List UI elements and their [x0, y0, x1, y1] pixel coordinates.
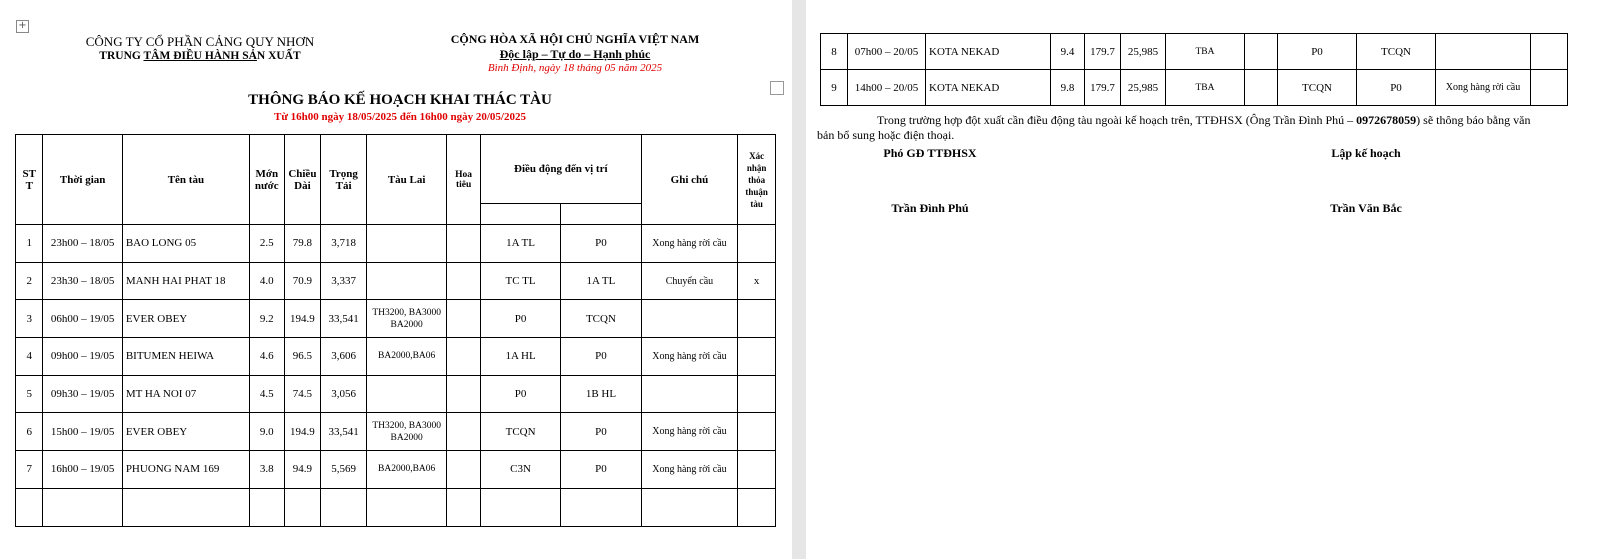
- footer-note-text-end: ) sẽ thông báo bằng văn bản bổ sung hoặc điện thoại.: [817, 113, 1531, 142]
- cell-length: 96.5: [284, 338, 321, 376]
- cell-move-from: TC TL: [480, 262, 560, 300]
- cell-time: 15h00 – 19/05: [43, 413, 122, 451]
- cell-draft: 9.0: [249, 413, 284, 451]
- table-row: [16, 338, 776, 376]
- cell-ship-name: EVER OBEY: [122, 300, 249, 338]
- cell-time: 23h00 – 18/05: [43, 225, 122, 263]
- cell-pilot: [447, 488, 481, 526]
- cell-move-to: P0: [561, 413, 641, 451]
- cell-tonnage: 3,056: [321, 375, 367, 413]
- cell-tug: TH3200, BA3000 BA2000: [366, 300, 446, 338]
- cell-move-from: TCQN: [1278, 70, 1357, 106]
- cell-pilot: [447, 262, 481, 300]
- cell-draft: 9.2: [249, 300, 284, 338]
- cell-move-to: P0: [561, 338, 641, 376]
- cell-length: 74.5: [284, 375, 321, 413]
- ship-schedule-table: [15, 134, 776, 527]
- cell-tug: [366, 375, 446, 413]
- cell-move-to: TCQN: [1357, 34, 1436, 70]
- cell-time: 09h30 – 19/05: [43, 375, 122, 413]
- table-row: [821, 34, 1568, 70]
- cell-move-from: [480, 488, 560, 526]
- footer-note: [817, 113, 1532, 143]
- signature-title-deputy: Phó GĐ TTĐHSX: [883, 146, 977, 160]
- cell-tug: BA2000,BA06: [366, 451, 446, 489]
- table-row: [16, 225, 776, 263]
- cell-tug: TBA: [1166, 34, 1245, 70]
- header-confirm: Xác nhận thỏa thuận tàu: [738, 135, 776, 225]
- cell-confirm: [738, 451, 776, 489]
- cell-move-to: P0: [561, 225, 641, 263]
- cell-move-from: 1A TL: [480, 225, 560, 263]
- cell-note: Xong hàng rời cầu: [641, 338, 738, 376]
- cell-move-to: TCQN: [561, 300, 641, 338]
- cell-confirm: [738, 375, 776, 413]
- cell-time: [43, 488, 122, 526]
- cell-draft: 9.8: [1051, 70, 1085, 106]
- cell-ship-name: BITUMEN HEIWA: [122, 338, 249, 376]
- cell-draft: 2.5: [249, 225, 284, 263]
- cell-tug: [366, 225, 446, 263]
- cell-ship-name: MANH HAI PHAT 18: [122, 262, 249, 300]
- cell-tonnage: [321, 488, 367, 526]
- ship-schedule-body: [16, 225, 776, 527]
- ship-schedule-continued-body: [821, 34, 1568, 106]
- cell-stt: 9: [821, 70, 848, 106]
- cell-draft: 4.0: [249, 262, 284, 300]
- cell-pilot: [1245, 70, 1278, 106]
- signature-title-planner: Lập kế hoạch: [1331, 146, 1401, 160]
- cell-ship-name: KOTA NEKAD: [926, 70, 1051, 106]
- cell-tonnage: 3,718: [321, 225, 367, 263]
- header-note: Ghi chú: [641, 135, 738, 225]
- table-row: [16, 300, 776, 338]
- cell-confirm: [1531, 70, 1568, 106]
- cell-length: [284, 488, 321, 526]
- header-move-target: [561, 204, 641, 225]
- cell-move-to: 1A TL: [561, 262, 641, 300]
- cell-ship-name: EVER OBEY: [122, 413, 249, 451]
- cell-move-to: P0: [561, 451, 641, 489]
- cell-time: 14h00 – 20/05: [848, 70, 926, 106]
- cell-length: 179.7: [1085, 34, 1121, 70]
- header-draft: Mớn nước: [249, 135, 284, 225]
- cell-tonnage: 33,541: [321, 413, 367, 451]
- cell-ship-name: BAO LONG 05: [122, 225, 249, 263]
- cell-ship-name: KOTA NEKAD: [926, 34, 1051, 70]
- cell-stt: 4: [16, 338, 43, 376]
- footer-note-phone: 0972678059: [1356, 113, 1417, 127]
- cell-note: Xong hàng rời cầu: [641, 413, 738, 451]
- company-header: [60, 34, 340, 62]
- document-period: Từ 16h00 ngày 18/05/2025 đến 16h00 ngày 20/05/2025: [273, 111, 526, 123]
- cell-ship-name: [122, 488, 249, 526]
- cell-ship-name: PHUONG NAM 169: [122, 451, 249, 489]
- table-row: [16, 488, 776, 526]
- checkbox-marker-icon[interactable]: [770, 81, 784, 95]
- cell-tonnage: 33,541: [321, 300, 367, 338]
- cell-pilot: [1245, 34, 1278, 70]
- cell-pilot: [447, 300, 481, 338]
- cell-stt: 5: [16, 375, 43, 413]
- cell-note: Chuyển cầu: [641, 262, 738, 300]
- nation-name: CỘNG HÒA XÃ HỘI CHỦ NGHĨA VIỆT NAM: [450, 32, 700, 46]
- cell-time: 07h00 – 20/05: [848, 34, 926, 70]
- cell-ship-name: MT HA NOI 07: [122, 375, 249, 413]
- cell-stt: [16, 488, 43, 526]
- header-length: Chiều Dài: [284, 135, 321, 225]
- cell-move-from: TCQN: [480, 413, 560, 451]
- cell-confirm: [1531, 34, 1568, 70]
- cell-move-from: 1A HL: [480, 338, 560, 376]
- cell-confirm: x: [738, 262, 776, 300]
- cell-tug: [366, 488, 446, 526]
- header-pilot: Hoa tiêu: [447, 135, 481, 225]
- cell-pilot: [447, 451, 481, 489]
- cell-tonnage: 3,337: [321, 262, 367, 300]
- cell-draft: 4.5: [249, 375, 284, 413]
- cell-length: 70.9: [284, 262, 321, 300]
- cell-confirm: [738, 413, 776, 451]
- department-text-end: N XUẤT: [256, 50, 301, 62]
- cell-confirm: [738, 300, 776, 338]
- cell-length: 94.9: [284, 451, 321, 489]
- cell-pilot: [447, 375, 481, 413]
- header-time: Thời gian: [43, 135, 122, 225]
- cell-note: Xong hàng rời cầu: [641, 451, 738, 489]
- cell-length: 79.8: [284, 225, 321, 263]
- department-text-start: TRUNG: [99, 50, 144, 62]
- company-department: [60, 50, 340, 62]
- cell-note: [1436, 34, 1531, 70]
- cell-tug: TBA: [1166, 70, 1245, 106]
- cell-tonnage: 5,569: [321, 451, 367, 489]
- department-text-underlined: TÂM ĐIỀU HÀNH SẢ: [143, 50, 257, 62]
- cell-draft: 3.8: [249, 451, 284, 489]
- cell-draft: 9.4: [1051, 34, 1085, 70]
- cell-tonnage: 25,985: [1121, 34, 1166, 70]
- document-title-block: [200, 92, 600, 123]
- cell-draft: 4.6: [249, 338, 284, 376]
- table-row: [16, 375, 776, 413]
- cell-length: 194.9: [284, 413, 321, 451]
- cell-confirm: [738, 488, 776, 526]
- cell-pilot: [447, 338, 481, 376]
- table-move-handle-icon[interactable]: +: [16, 20, 29, 33]
- cell-time: 06h00 – 19/05: [43, 300, 122, 338]
- cell-tonnage: 25,985: [1121, 70, 1166, 106]
- cell-tonnage: 3,606: [321, 338, 367, 376]
- cell-move-from: C3N: [480, 451, 560, 489]
- cell-confirm: [738, 338, 776, 376]
- cell-move-to: P0: [1357, 70, 1436, 106]
- cell-move-from: P0: [480, 300, 560, 338]
- header-stt: ST T: [16, 135, 43, 225]
- national-header: [435, 32, 715, 74]
- header-tonnage: Trọng Tải: [321, 135, 367, 225]
- document-page-left: [0, 0, 792, 559]
- cell-note: [641, 488, 738, 526]
- cell-stt: 8: [821, 34, 848, 70]
- table-row: [16, 451, 776, 489]
- cell-move-to: [561, 488, 641, 526]
- ship-schedule-table-continued: [820, 33, 1568, 106]
- cell-confirm: [738, 225, 776, 263]
- signature-name-deputy: Trần Đình Phú: [891, 201, 969, 215]
- cell-pilot: [447, 225, 481, 263]
- cell-move-from: P0: [1278, 34, 1357, 70]
- table-row: [16, 413, 776, 451]
- footer-note-text-start: Trong trường hợp đột xuất cần điều động tàu ngoài kế hoạch trên, TTĐHSX (Ông Trần Đình Phú –: [877, 113, 1357, 127]
- cell-move-to: 1B HL: [561, 375, 641, 413]
- cell-stt: 3: [16, 300, 43, 338]
- document-page-right: [806, 0, 1600, 559]
- cell-stt: 2: [16, 262, 43, 300]
- document-title: THÔNG BÁO KẾ HOẠCH KHAI THÁC TÀU: [248, 92, 552, 108]
- cell-tug: TH3200, BA3000 BA2000: [366, 413, 446, 451]
- header-move-to: Điều động đến vị trí: [480, 135, 641, 204]
- nation-motto: Độc lập – Tự do – Hạnh phúc: [499, 47, 651, 61]
- signature-name-planner: Trần Văn Bắc: [1330, 201, 1402, 215]
- cell-time: 09h00 – 19/05: [43, 338, 122, 376]
- cell-time: 23h30 – 18/05: [43, 262, 122, 300]
- cell-note: Xong hàng rời cầu: [641, 225, 738, 263]
- cell-stt: 7: [16, 451, 43, 489]
- table-row: [16, 262, 776, 300]
- cell-stt: 6: [16, 413, 43, 451]
- cell-stt: 1: [16, 225, 43, 263]
- cell-note: [641, 375, 738, 413]
- header-ship-name: Tên tàu: [122, 135, 249, 225]
- cell-time: 16h00 – 19/05: [43, 451, 122, 489]
- cell-length: 179.7: [1085, 70, 1121, 106]
- header-move-from: [480, 204, 560, 225]
- cell-tug: [366, 262, 446, 300]
- cell-length: 194.9: [284, 300, 321, 338]
- cell-note: Xong hàng rời cầu: [1436, 70, 1531, 106]
- cell-pilot: [447, 413, 481, 451]
- cell-move-from: P0: [480, 375, 560, 413]
- header-tug: Tàu Lai: [366, 135, 446, 225]
- document-date: Bình Định, ngày 18 tháng 05 năm 2025: [487, 62, 663, 74]
- table-row: [821, 70, 1568, 106]
- company-name: CÔNG TY CỔ PHẦN CẢNG QUY NHƠN: [85, 34, 315, 49]
- cell-note: [641, 300, 738, 338]
- cell-draft: [249, 488, 284, 526]
- cell-tug: BA2000,BA06: [366, 338, 446, 376]
